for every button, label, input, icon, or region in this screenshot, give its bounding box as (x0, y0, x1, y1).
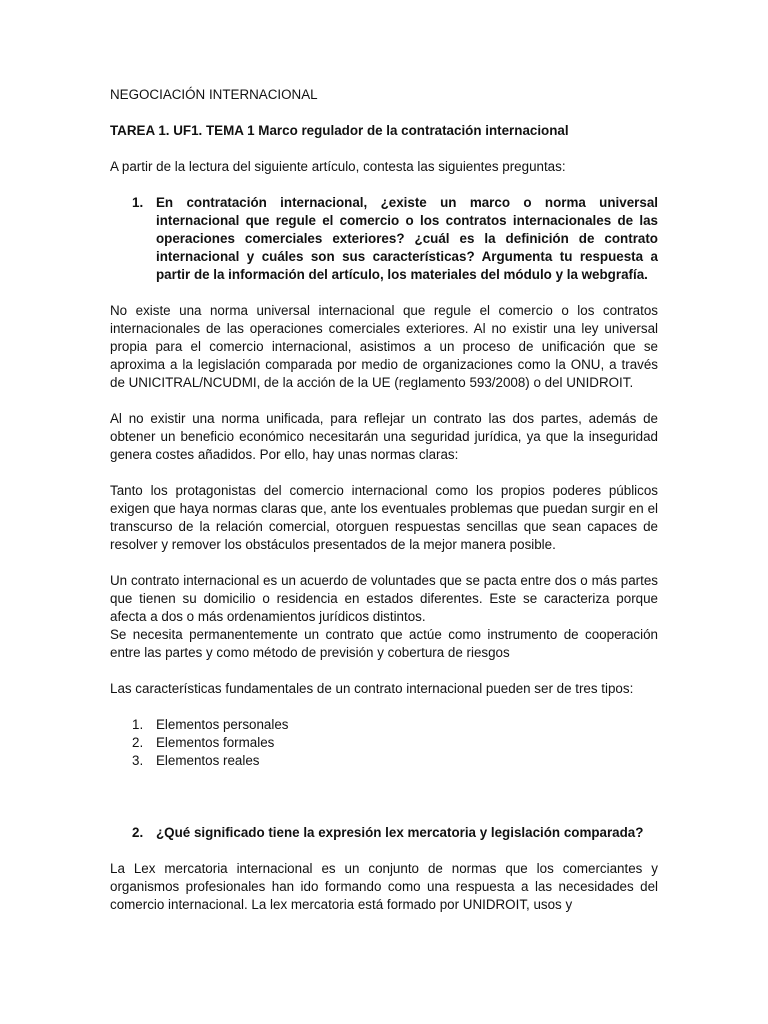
question-2 (110, 824, 658, 842)
list-item-number: 1. (132, 717, 144, 732)
list-item-label: Elementos reales (156, 753, 260, 768)
list-item (110, 716, 658, 734)
answer-paragraph-3: Tanto los protagonistas del comercio internacional como los propios poderes públicos exigen que haya normas claras que, ante los eventuales problemas que puedan surgir en el transcurso de la relación comercial, otorguen respuestas sencillas que sean capaces de resolver y remover los obstáculos presentados de la mejor manera posible. (110, 483, 658, 552)
answer-paragraph-5: Las características fundamentales de un contrato internacional pueden ser de tres tipos: (110, 681, 634, 696)
list-item (110, 752, 658, 770)
question-2-text: ¿Qué significado tiene la expresión lex mercatoria y legislación comparada? (156, 825, 644, 840)
question-2-number: 2. (132, 825, 144, 840)
task-title: TAREA 1. UF1. TEMA 1 Marco regulador de la contratación internacional (110, 123, 569, 138)
question-1-text: En contratación internacional, ¿existe un marco o norma universal internacional que regule el comercio o los contratos internacionales de las operaciones comerciales exteriores? ¿cuál es la definición de contrato internacional y cuáles son sus características? Argumenta tu respuesta a partir de la información del artículo, los materiales del módulo y la webgrafía. (156, 195, 658, 282)
answer-paragraph-4b: Se necesita permanentemente un contrato que actúe como instrumento de cooperación entre las partes y como método de previsión y cobertura de riesgos (110, 627, 658, 660)
list-item (110, 734, 658, 752)
question-list-2 (110, 824, 658, 842)
question-list-1 (110, 194, 658, 284)
question-1-number: 1. (132, 195, 144, 210)
answer-paragraph-1: No existe una norma universal internacional que regule el comercio o los contratos internacionales de las operaciones comerciales exteriores. Al no existir una ley universal propia para el comercio internacional, asistimos a un proceso de unificación que se aproxima a la legislación comparada por medio de organizaciones como la ONU, a través de UNICITRAL/NCUDMI, de la acción de la UE (reglamento 593/2008) o del UNIDROIT. (110, 303, 658, 390)
list-item-label: Elementos personales (156, 717, 289, 732)
answer-paragraph-6: La Lex mercatoria internacional es un conjunto de normas que los comerciantes y organismos profesionales han ido formando como una respuesta a las necesidades del comercio internacional. La lex mercatoria está formado por UNIDROIT, usos y (110, 861, 658, 912)
list-item-number: 2. (132, 735, 144, 750)
answer-paragraph-4a: Un contrato internacional es un acuerdo de voluntades que se pacta entre dos o más partes que tienen su domicilio o residencia en estados diferentes. Este se caracteriza porque afecta a dos o más ordenamientos jurídicos distintos. (110, 573, 658, 624)
list-item-label: Elementos formales (156, 735, 275, 750)
elements-list (110, 716, 658, 770)
intro-paragraph: A partir de la lectura del siguiente artículo, contesta las siguientes preguntas: (110, 159, 566, 174)
document-heading: NEGOCIACIÓN INTERNACIONAL (110, 87, 318, 102)
list-item-number: 3. (132, 753, 144, 768)
answer-paragraph-2: Al no existir una norma unificada, para reflejar un contrato las dos partes, además de obtener un beneficio económico necesitarán una seguridad jurídica, ya que la inseguridad genera costes añadidos. Por ello, hay unas normas claras: (110, 411, 658, 462)
question-1 (110, 194, 658, 284)
